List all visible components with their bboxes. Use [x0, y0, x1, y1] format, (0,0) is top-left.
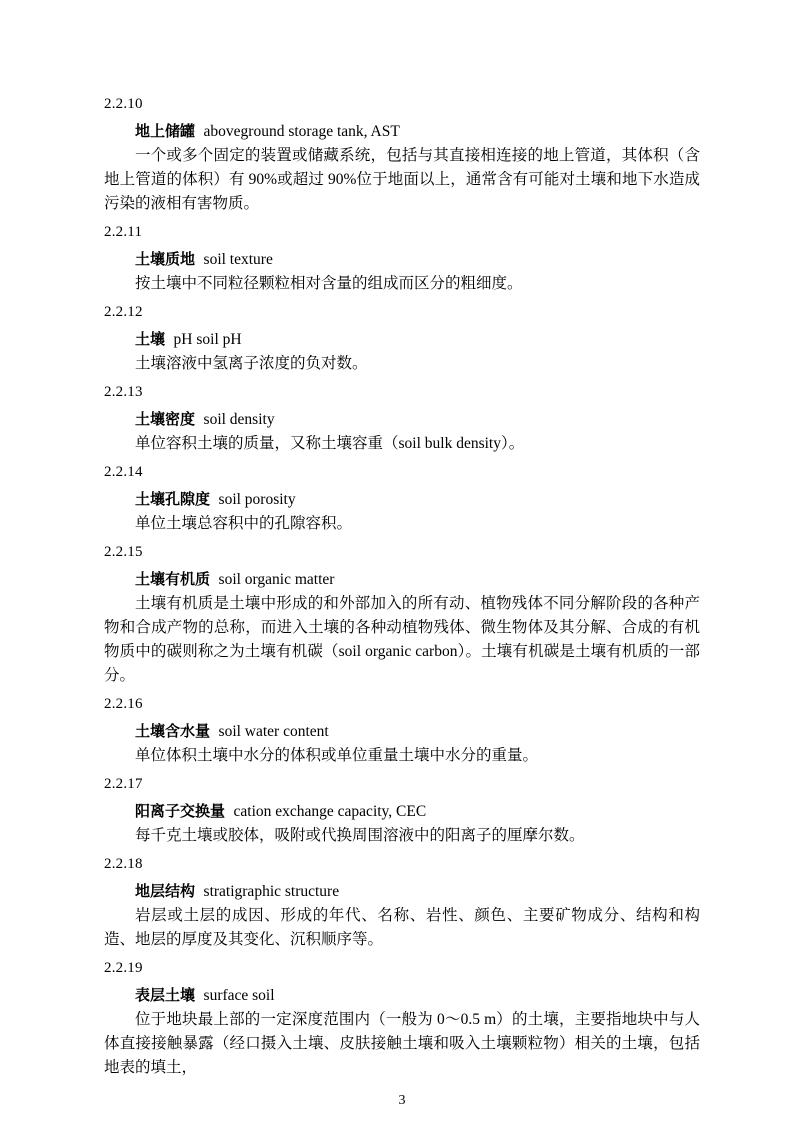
- page-number: 3: [398, 1093, 406, 1108]
- section-number: 2.2.15: [104, 544, 143, 560]
- section-number: 2.2.18: [104, 856, 143, 872]
- section-number: 2.2.12: [104, 304, 143, 320]
- term-english: pH soil pH: [173, 331, 242, 348]
- term-english: soil organic matter: [218, 571, 335, 588]
- term-definition: 单位体积土壤中水分的体积或单位重量土壤中水分的重量。: [135, 747, 539, 764]
- term-section-2-2-15: [104, 540, 700, 688]
- term-definition: 土壤有机质是土壤中形成的和外部加入的所有动、植物残体不同分解阶段的各种产物和合成产物的总称，而进入土壤的各种动植物残体、微生物体及其分解、合成的有机物质中的碳则称之为土壤有机碳（soil organic carbon）。土壤有机碳是土壤有机质的一部分。: [104, 595, 700, 684]
- section-number: 2.2.17: [104, 776, 143, 792]
- term-line: [104, 328, 700, 352]
- term-chinese: 表层土壤: [135, 987, 196, 1004]
- term-definition: 土壤溶液中氢离子浓度的负对数。: [135, 355, 368, 372]
- term-section-2-2-18: [104, 852, 700, 952]
- section-number: 2.2.10: [104, 96, 143, 112]
- term-section-2-2-17: [104, 772, 700, 848]
- section-number: 2.2.16: [104, 696, 143, 712]
- term-chinese: 地上储罐: [135, 123, 196, 140]
- term-line: [104, 568, 700, 592]
- term-chinese: 土壤质地: [135, 251, 196, 268]
- term-section-2-2-12: [104, 300, 700, 376]
- term-line: [104, 408, 700, 432]
- term-section-2-2-16: [104, 692, 700, 768]
- term-line: [104, 984, 700, 1008]
- term-chinese: 土壤含水量: [135, 723, 211, 740]
- term-line: [104, 120, 700, 144]
- term-section-2-2-19: [104, 956, 700, 1080]
- term-definition: 位于地块最上部的一定深度范围内（一般为 0～0.5 m）的土壤，主要指地块中与人体直接接触暴露（经口摄入土壤、皮肤接触土壤和吸入土壤颗粒物）相关的土壤，包括地表的填土，: [104, 1011, 700, 1076]
- term-english: cation exchange capacity, CEC: [233, 803, 427, 820]
- term-chinese: 土壤: [135, 331, 166, 348]
- term-definition: 岩层或土层的成因、形成的年代、名称、岩性、颜色、主要矿物成分、结构和构造、地层的厚度及其变化、沉积顺序等。: [104, 907, 700, 948]
- term-english: surface soil: [203, 987, 275, 1004]
- term-english: soil water content: [218, 723, 329, 740]
- term-chinese: 土壤密度: [135, 411, 196, 428]
- term-section-2-2-10: [104, 92, 700, 216]
- term-definition: 单位容积土壤的质量，又称土壤容重（soil bulk density）。: [135, 435, 525, 452]
- term-line: [104, 880, 700, 904]
- term-english: aboveground storage tank, AST: [203, 123, 400, 140]
- term-chinese: 阳离子交换量: [135, 803, 226, 820]
- term-english: soil texture: [203, 251, 273, 268]
- term-english: soil density: [203, 411, 275, 428]
- term-chinese: 土壤孔隙度: [135, 491, 211, 508]
- term-section-2-2-14: [104, 460, 700, 536]
- term-line: [104, 800, 700, 824]
- term-definition: 按土壤中不同粒径颗粒相对含量的组成而区分的粗细度。: [135, 275, 523, 292]
- term-chinese: 地层结构: [135, 883, 196, 900]
- term-english: soil porosity: [218, 491, 296, 508]
- section-number: 2.2.14: [104, 464, 143, 480]
- term-section-2-2-13: [104, 380, 700, 456]
- section-number: 2.2.19: [104, 960, 143, 976]
- term-definition: 单位土壤总容积中的孔隙容积。: [135, 515, 353, 532]
- term-chinese: 土壤有机质: [135, 571, 211, 588]
- term-line: [104, 720, 700, 744]
- term-english: stratigraphic structure: [203, 883, 340, 900]
- term-section-2-2-11: [104, 220, 700, 296]
- term-line: [104, 488, 700, 512]
- section-number: 2.2.11: [104, 224, 143, 240]
- section-number: 2.2.13: [104, 384, 143, 400]
- term-definition: 一个或多个固定的装置或储藏系统，包括与其直接相连接的地上管道，其体积（含地上管道的体积）有 90%或超过 90%位于地面以上，通常含有可能对土壤和地下水造成污染的液相有害物质。: [104, 147, 700, 212]
- term-line: [104, 248, 700, 272]
- term-definition: 每千克土壤或胶体，吸附或代换周围溶液中的阳离子的厘摩尔数。: [135, 827, 585, 844]
